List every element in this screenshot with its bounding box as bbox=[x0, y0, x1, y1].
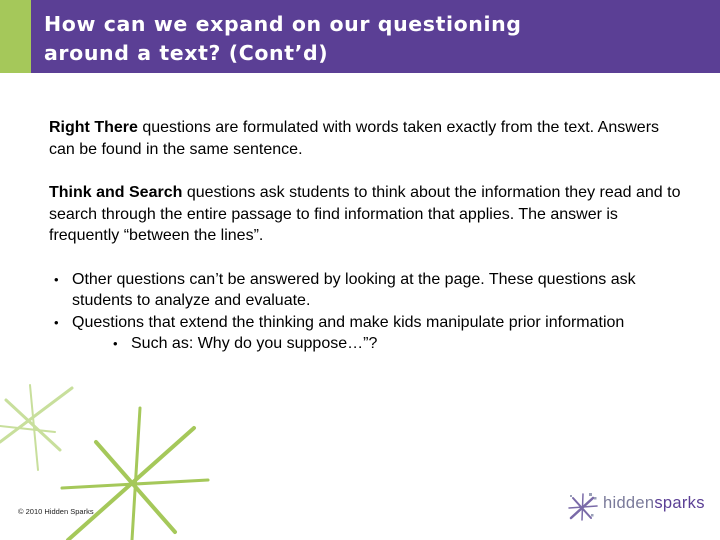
logo-word-sparks: sparks bbox=[654, 494, 705, 512]
sub-bullet-text: Such as: Why do you suppose…”? bbox=[131, 335, 378, 352]
bullet-text: Other questions can’t be answered by looking at the page. These questions ask students to analyze and evaluate. bbox=[72, 270, 636, 309]
paragraph-text: questions are formulated with words taken exactly from the text. Answers can be found in the same sentence. bbox=[49, 119, 660, 158]
paragraph-right-there bbox=[49, 117, 689, 160]
paragraph-text: questions ask students to think about the information they read and to search through the entire passage to find information that applies. The answer is frequently “between the lines”. bbox=[49, 184, 681, 244]
sparkle-decoration bbox=[0, 380, 220, 540]
bullet-list bbox=[49, 269, 689, 355]
logo-word-hidden: hidden bbox=[603, 494, 655, 512]
title-accent-block bbox=[0, 0, 31, 73]
bullet-glyph: • bbox=[113, 336, 118, 351]
bullet-item bbox=[49, 312, 689, 355]
slide-title bbox=[44, 10, 684, 68]
title-bar bbox=[0, 0, 720, 73]
paragraph-lead: Think and Search bbox=[49, 184, 183, 201]
paragraph-think-and-search bbox=[49, 182, 689, 247]
sub-bullet-list bbox=[72, 333, 689, 355]
slide-title-line-2: around a text? (Cont’d) bbox=[44, 41, 329, 65]
bullet-text: Questions that extend the thinking and make kids manipulate prior information bbox=[72, 313, 625, 331]
logo-wordmark bbox=[603, 494, 705, 513]
hidden-sparks-logo bbox=[567, 492, 712, 522]
copyright-notice: © 2010 Hidden Sparks bbox=[18, 507, 94, 516]
slide-content bbox=[49, 117, 689, 355]
bullet-item bbox=[49, 269, 689, 312]
logo-sparkle-icon bbox=[567, 492, 599, 522]
bullet-glyph: • bbox=[54, 314, 59, 330]
slide-title-line-1: How can we expand on our questioning bbox=[44, 12, 522, 36]
paragraph-lead: Right There bbox=[49, 119, 138, 136]
sub-bullet-item bbox=[108, 333, 689, 355]
bullet-glyph: • bbox=[54, 271, 59, 287]
